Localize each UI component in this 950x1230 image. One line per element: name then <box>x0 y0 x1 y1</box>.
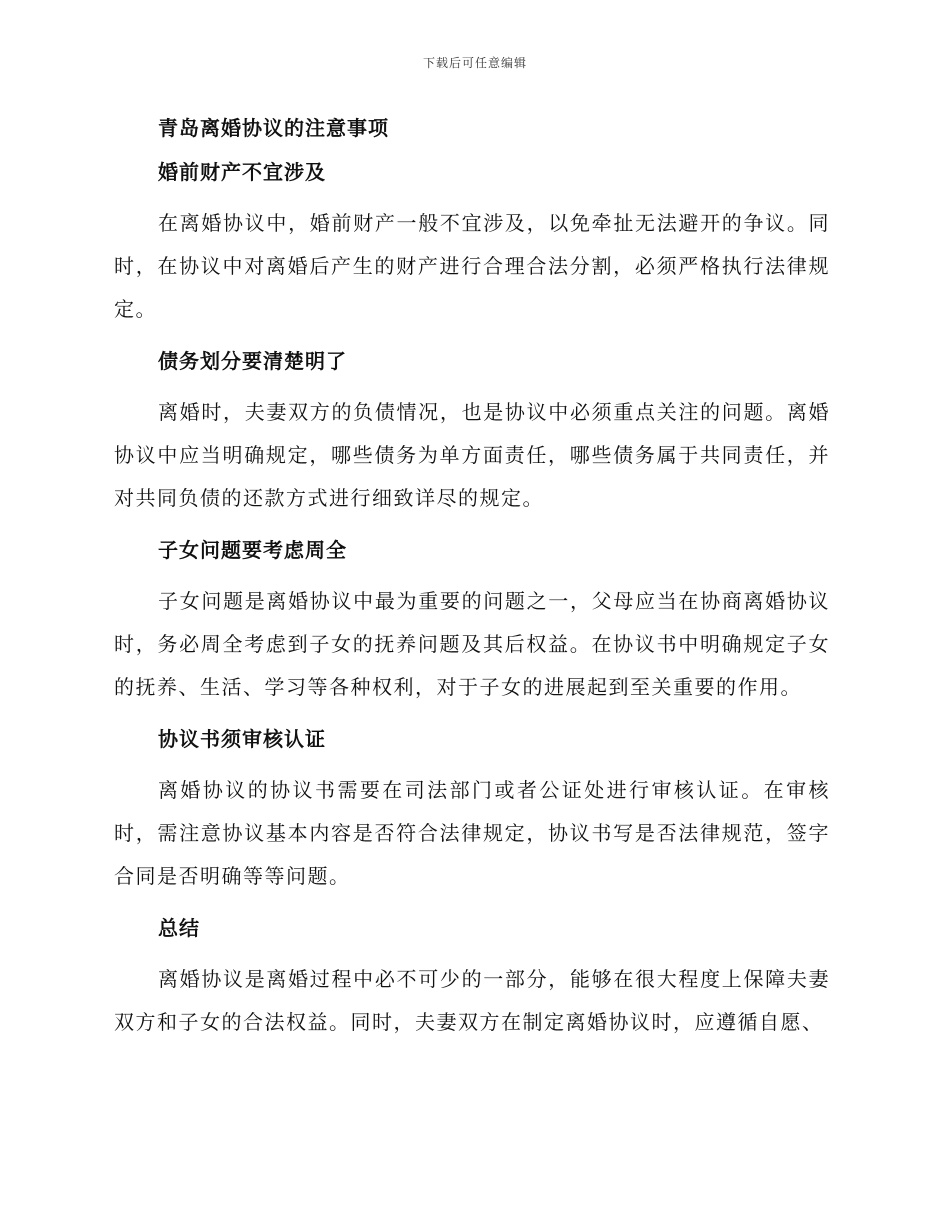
section-heading-certification: 协议书须审核认证 <box>158 727 326 751</box>
section-body-premarital-property: 在离婚协议中，婚前财产一般不宜涉及，以免牵扯无法避开的争议。同时，在协议中对离婚后产生的财产进行合理合法分割，必须严格执行法律规定。 <box>114 211 830 321</box>
section-body-certification: 离婚协议的协议书需要在司法部门或者公证处进行审核认证。在审核时，需注意协议基本内容是否符合法律规定，协议书写是否法律规范，签字合同是否明确等等问题。 <box>114 778 830 888</box>
document-content <box>114 112 830 1058</box>
section-heading-children: 子女问题要考虑周全 <box>158 538 347 562</box>
section-heading-summary: 总结 <box>158 916 200 940</box>
section-body-summary: 离婚协议是离婚过程中必不可少的一部分，能够在很大程度上保障夫妻双方和子女的合法权益。同时，夫妻双方在制定离婚协议时，应遵循自愿、 <box>114 967 830 1034</box>
section-heading-debt-division: 债务划分要清楚明了 <box>158 349 347 373</box>
section-body-children: 子女问题是离婚协议中最为重要的问题之一，父母应当在协商离婚协议时，务必周全考虑到子女的抚养问题及其后权益。在协议书中明确规定子女的抚养、生活、学习等各种权利，对于子女的进展起到至关重要的作用。 <box>114 589 830 699</box>
section-heading-premarital-property: 婚前财产不宜涉及 <box>158 160 326 184</box>
section-body-debt-division: 离婚时，夫妻双方的负债情况，也是协议中必须重点关注的问题。离婚协议中应当明确规定，哪些债务为单方面责任，哪些债务属于共同责任，并对共同负债的还款方式进行细致详尽的规定。 <box>114 400 830 510</box>
document-title: 青岛离婚协议的注意事项 <box>158 116 389 140</box>
header-note: 下载后可任意编辑 <box>422 56 527 70</box>
